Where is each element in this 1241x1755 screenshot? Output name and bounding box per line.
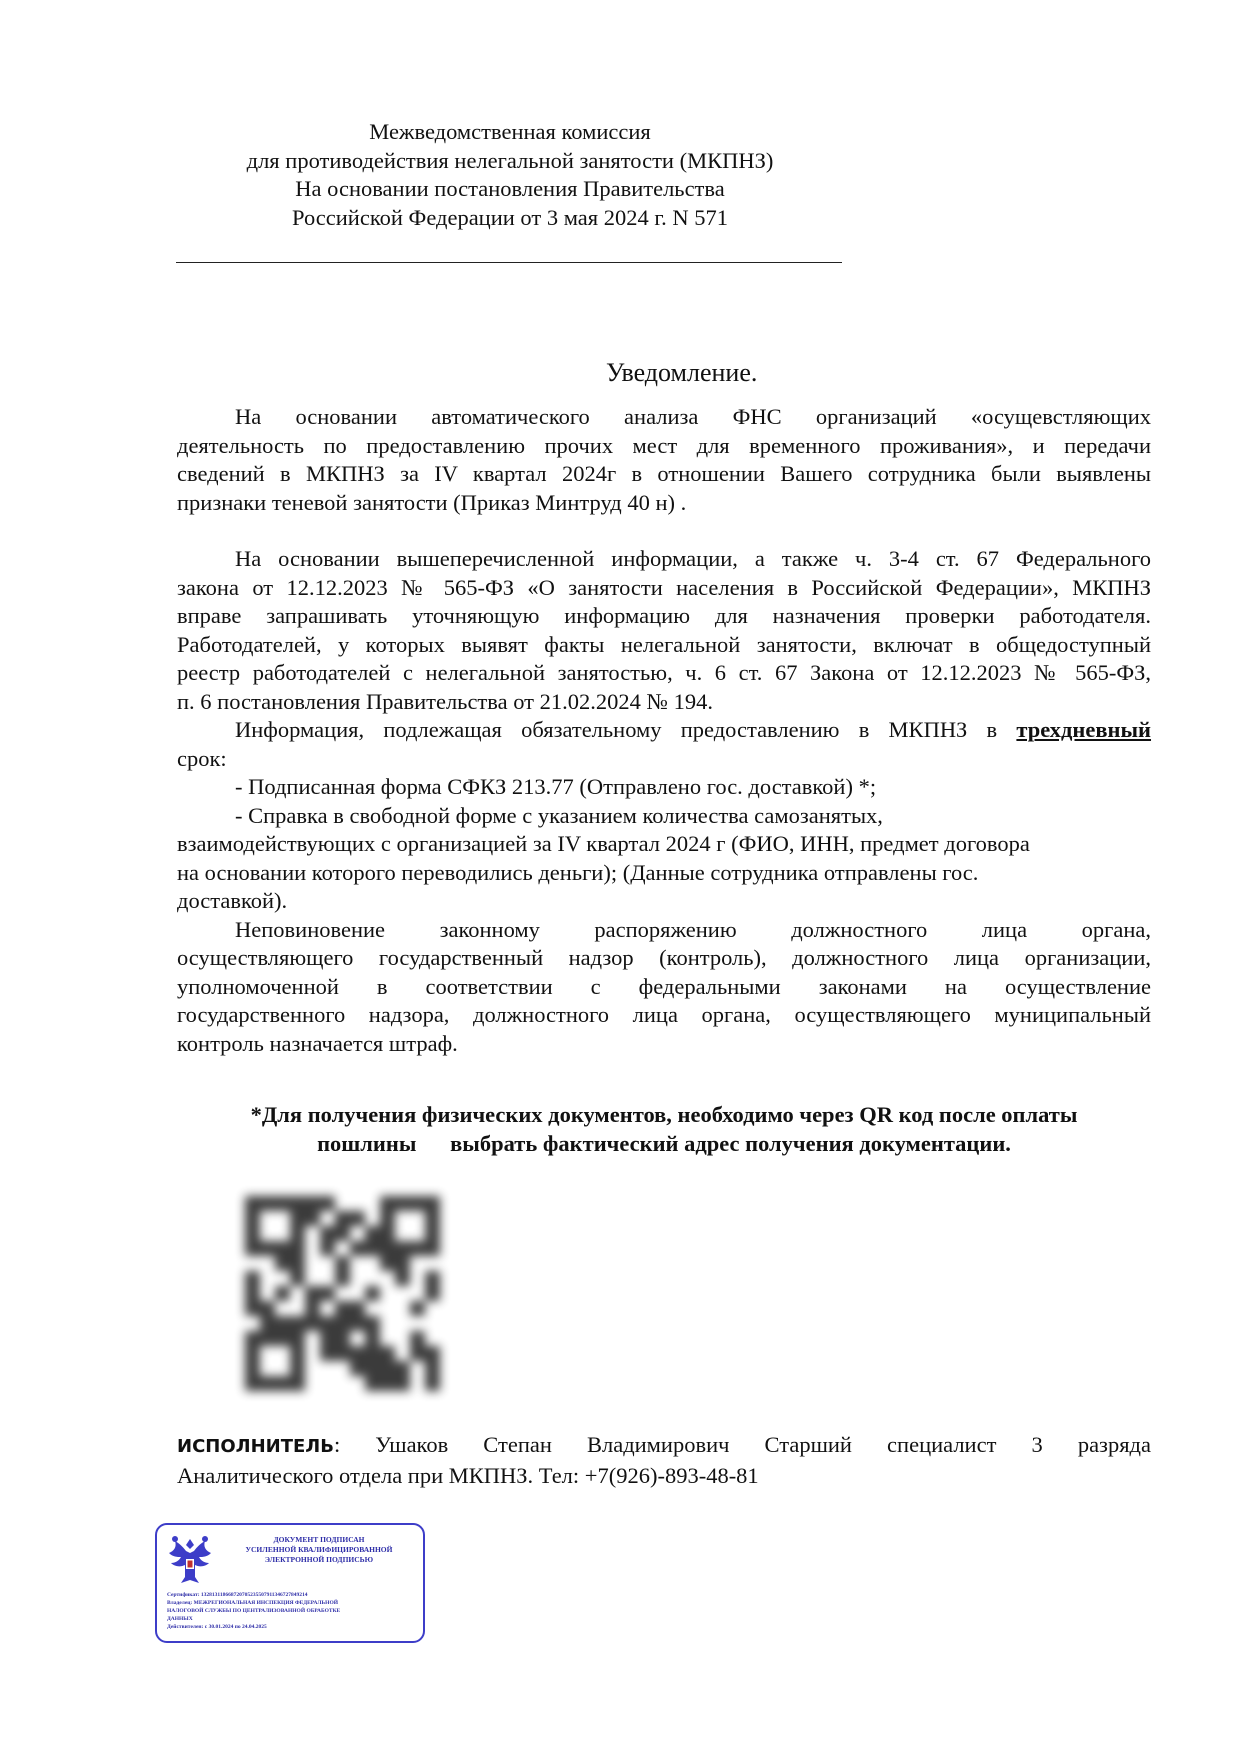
qr-module bbox=[335, 1256, 350, 1271]
text-line: взаимодействующих с организацией за IV квартал 2024 г (ФИО, ИНН, предмет договора bbox=[177, 831, 1030, 856]
text-line: контроль назначается штраф. bbox=[177, 1030, 458, 1056]
qr-module bbox=[245, 1361, 260, 1376]
text-line: деятельность по предоставлению прочих мест для временного проживания», и передачи bbox=[177, 432, 1151, 458]
qr-module bbox=[425, 1346, 440, 1361]
qr-module bbox=[335, 1331, 350, 1346]
qr-module bbox=[425, 1376, 440, 1391]
header-line: На основании постановления Правительства bbox=[295, 176, 725, 201]
document-header bbox=[180, 118, 840, 232]
qr-module bbox=[290, 1376, 305, 1391]
qr-module bbox=[290, 1196, 305, 1211]
qr-module bbox=[350, 1211, 365, 1226]
qr-module bbox=[245, 1196, 260, 1211]
executor-contact: Аналитического отдела при МКПНЗ. Тел: +7(926)-893-48-81 bbox=[177, 1462, 759, 1488]
qr-module bbox=[305, 1286, 320, 1301]
qr-module bbox=[260, 1376, 275, 1391]
qr-module bbox=[275, 1376, 290, 1391]
qr-module bbox=[365, 1331, 380, 1346]
qr-module bbox=[290, 1256, 305, 1271]
text-line: Неповиновение законному распоряжению должностного лица органа, bbox=[235, 916, 1151, 942]
qr-module bbox=[425, 1361, 440, 1376]
qr-module bbox=[410, 1196, 425, 1211]
document-title: Уведомление. bbox=[606, 358, 758, 387]
qr-module bbox=[275, 1196, 290, 1211]
qr-module bbox=[275, 1316, 290, 1331]
qr-module bbox=[365, 1346, 380, 1361]
text-line: п. 6 постановления Правительства от 21.02.2024 № 194. bbox=[177, 688, 713, 714]
qr-module bbox=[365, 1241, 380, 1256]
qr-module bbox=[350, 1301, 365, 1316]
qr-module bbox=[425, 1271, 440, 1286]
qr-module bbox=[395, 1241, 410, 1256]
text-line: реестр работодателей с нелегальной занятостью, ч. 6 ст. 67 Закона от 12.12.2023 № 565-ФЗ, bbox=[177, 660, 1151, 685]
qr-module bbox=[365, 1376, 380, 1391]
notice-line: пошлины выбрать фактический адрес получения документации. bbox=[317, 1130, 1011, 1156]
qr-module bbox=[290, 1241, 305, 1256]
header-line: для противодействия нелегальной занятости (МКПНЗ) bbox=[246, 147, 774, 173]
qr-module bbox=[410, 1346, 425, 1361]
text-line: сведений в МКПНЗ за IV квартал 2024г в отношении Вашего сотрудника были выявлены bbox=[177, 461, 1151, 486]
qr-module bbox=[335, 1226, 350, 1241]
qr-module bbox=[320, 1196, 335, 1211]
qr-module bbox=[260, 1241, 275, 1256]
text-line: доставкой). bbox=[177, 888, 288, 913]
qr-module bbox=[290, 1346, 305, 1361]
list-item: - Справка в свободной форме с указанием количества самозанятых, bbox=[235, 802, 883, 828]
qr-module bbox=[320, 1241, 335, 1256]
executor-label: ИСПОЛНИТЕЛЬ bbox=[177, 1436, 334, 1457]
deadline-emphasis: трехдневный bbox=[1016, 717, 1152, 742]
qr-module bbox=[425, 1286, 440, 1301]
qr-module bbox=[425, 1211, 440, 1226]
stamp-title-line: УСИЛЕННОЙ КВАЛИФИЦИРОВАННОЙ bbox=[245, 1545, 393, 1554]
qr-module bbox=[425, 1226, 440, 1241]
qr-module bbox=[365, 1226, 380, 1241]
qr-module bbox=[290, 1316, 305, 1331]
text-line: государственного надзора, должностного лица органа, осуществляющего муниципальный bbox=[177, 1002, 1151, 1027]
signature-stamp bbox=[155, 1523, 425, 1643]
text-line: осуществляющего государственный надзор (контроль), должностного лица организации, bbox=[177, 945, 1151, 970]
qr-module bbox=[395, 1271, 410, 1286]
stamp-title-line: ДОКУМЕНТ ПОДПИСАН bbox=[273, 1535, 365, 1544]
qr-module bbox=[260, 1301, 275, 1316]
qr-module bbox=[395, 1256, 410, 1271]
qr-module bbox=[350, 1241, 365, 1256]
qr-module bbox=[245, 1271, 260, 1286]
text-line: закона от 12.12.2023 № 565-ФЗ «О занятости населения в Российской Федерации», МКПНЗ bbox=[177, 574, 1151, 600]
qr-module bbox=[275, 1331, 290, 1346]
stamp-owner: НАЛОГОВОЙ СЛУЖБЫ ПО ЦЕНТРАЛИЗОВАННОЙ ОБРАБОТКЕ bbox=[167, 1608, 341, 1614]
qr-module bbox=[305, 1196, 320, 1211]
qr-module bbox=[425, 1196, 440, 1211]
stamp-owner: ДАННЫХ bbox=[167, 1616, 193, 1622]
required-info-text: Информация, подлежащая обязательному предоставлению в МКПНЗ в bbox=[235, 717, 998, 742]
qr-module bbox=[290, 1226, 305, 1241]
qr-module bbox=[245, 1241, 260, 1256]
qr-module bbox=[305, 1316, 320, 1331]
qr-module bbox=[350, 1316, 365, 1331]
qr-module bbox=[395, 1361, 410, 1376]
qr-module bbox=[365, 1316, 380, 1331]
qr-notice bbox=[177, 1101, 1151, 1158]
qr-module bbox=[320, 1331, 335, 1346]
qr-module bbox=[335, 1316, 350, 1331]
qr-module bbox=[380, 1211, 395, 1226]
qr-module bbox=[245, 1346, 260, 1361]
stamp-title-line: ЭЛЕКТРОННОЙ ПОДПИСЬЮ bbox=[264, 1555, 374, 1564]
qr-module bbox=[245, 1331, 260, 1346]
stamp-details bbox=[167, 1591, 417, 1631]
qr-module bbox=[275, 1241, 290, 1256]
paragraph-legal-basis bbox=[177, 545, 1151, 1058]
qr-module bbox=[320, 1316, 335, 1331]
stamp-title bbox=[219, 1535, 419, 1565]
qr-module bbox=[260, 1316, 275, 1331]
text-line: На основании автоматического анализа ФНС организаций «осущевстляющих bbox=[235, 404, 1151, 429]
double-headed-eagle-icon bbox=[165, 1533, 215, 1589]
text-line: На основании вышеперечисленной информации, а также ч. 3-4 ст. 67 Федерального bbox=[235, 546, 1151, 571]
qr-module bbox=[245, 1376, 260, 1391]
qr-module bbox=[410, 1331, 425, 1346]
qr-module bbox=[275, 1256, 290, 1271]
qr-module bbox=[380, 1196, 395, 1211]
qr-module bbox=[380, 1226, 395, 1241]
text-line: уполномоченной в соответствии с федеральными законами на осуществление bbox=[177, 973, 1151, 999]
qr-module bbox=[350, 1361, 365, 1376]
qr-module bbox=[380, 1241, 395, 1256]
text-line: вправе запрашивать уточняющую информацию для назначения проверки работодателя. bbox=[177, 603, 1151, 628]
qr-module bbox=[380, 1376, 395, 1391]
qr-module bbox=[275, 1286, 290, 1301]
text-line bbox=[177, 716, 1151, 745]
paragraph-analysis bbox=[177, 403, 1151, 517]
text-line: Работодателей, у которых выявят факты нелегальной занятости, включат в общедоступный bbox=[177, 631, 1151, 657]
list-item: - Подписанная форма СФКЗ 213.77 (Отправлено гос. доставкой) *; bbox=[235, 774, 877, 799]
qr-module bbox=[290, 1211, 305, 1226]
qr-module bbox=[365, 1361, 380, 1376]
qr-module bbox=[410, 1241, 425, 1256]
qr-module bbox=[395, 1376, 410, 1391]
executor-name: Ушаков Степан Владимирович Старший специалист 3 разряда bbox=[375, 1432, 1151, 1457]
qr-module bbox=[320, 1346, 335, 1361]
stamp-validity: Действителен: с 30.01.2024 по 24.04.2025 bbox=[167, 1624, 267, 1630]
qr-module bbox=[305, 1301, 320, 1316]
qr-module bbox=[410, 1301, 425, 1316]
qr-module bbox=[245, 1226, 260, 1241]
qr-module bbox=[335, 1211, 350, 1226]
text-line: признаки теневой занятости (Приказ Минтруд 40 н) . bbox=[177, 489, 687, 515]
header-divider bbox=[176, 262, 842, 263]
qr-module bbox=[380, 1346, 395, 1361]
qr-module bbox=[305, 1211, 320, 1226]
text-line: срок: bbox=[177, 745, 227, 771]
qr-code-icon bbox=[245, 1196, 440, 1391]
qr-module bbox=[245, 1211, 260, 1226]
notice-line: *Для получения физических документов, необходимо через QR код после оплаты bbox=[250, 1102, 1078, 1127]
qr-module bbox=[380, 1256, 395, 1271]
qr-module bbox=[290, 1331, 305, 1346]
qr-module bbox=[350, 1346, 365, 1361]
qr-module bbox=[380, 1361, 395, 1376]
text-line: на основании которого переводились деньги); (Данные сотрудника отправлены гос. bbox=[177, 859, 979, 885]
qr-module bbox=[320, 1226, 335, 1241]
qr-module bbox=[290, 1271, 305, 1286]
qr-module bbox=[245, 1301, 260, 1316]
qr-module bbox=[425, 1241, 440, 1256]
qr-module bbox=[365, 1286, 380, 1301]
qr-module bbox=[290, 1361, 305, 1376]
qr-module bbox=[335, 1301, 350, 1316]
executor-block bbox=[177, 1431, 1151, 1490]
stamp-certificate: Сертификат: 132813118668720705235507911346727849214 bbox=[167, 1592, 308, 1598]
header-line: Российской Федерации от 3 мая 2024 г. N 571 bbox=[292, 204, 728, 230]
header-line: Межведомственная комиссия bbox=[369, 119, 651, 144]
qr-module bbox=[260, 1331, 275, 1346]
qr-module bbox=[245, 1286, 260, 1301]
qr-module bbox=[335, 1346, 350, 1361]
qr-module bbox=[320, 1286, 335, 1301]
qr-module bbox=[260, 1196, 275, 1211]
qr-module bbox=[395, 1196, 410, 1211]
qr-module bbox=[335, 1271, 350, 1286]
executor-line: ИСПОЛНИТЕЛЬ: Ушаков Степан Владимирович Старший специалист 3 разряда bbox=[177, 1432, 1151, 1457]
stamp-owner: Владелец: МЕЖРЕГИОНАЛЬНАЯ ИНСПЕКЦИЯ ФЕДЕРАЛЬНОЙ bbox=[167, 1600, 338, 1606]
